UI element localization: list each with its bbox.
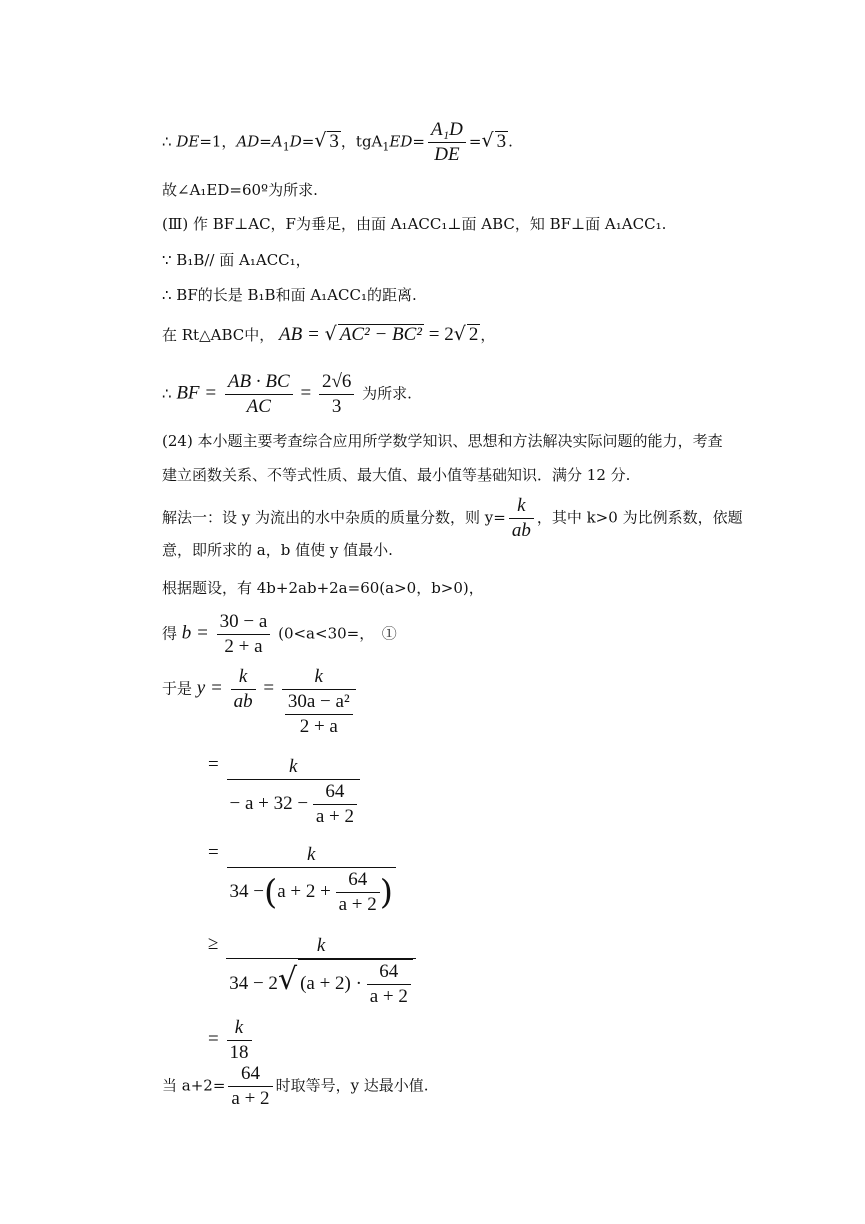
- text: a + 2 +: [277, 880, 331, 902]
- frac-den: [227, 779, 361, 829]
- solution-line-7: [208, 934, 419, 1009]
- text: (a + 2) ·: [300, 972, 362, 994]
- inner-fraction: [336, 868, 380, 917]
- sqrt-3: 3: [329, 130, 339, 152]
- solution-line-1: [162, 494, 743, 543]
- fraction-nested: [226, 934, 416, 1009]
- frac-num: AB · BC: [227, 371, 290, 392]
- p24-line-a: (24) 本小题主要考查综合应用所学数学知识、思想和方法解决实际问题的能力，考查: [162, 432, 723, 450]
- line-2: 故∠A₁ED=60º为所求.: [162, 181, 318, 199]
- therefore-symbol: ∴: [162, 132, 172, 151]
- text: 解法一：设 y 为流出的水中杂质的质量分数，则 y=: [162, 508, 506, 527]
- frac-num: 64: [379, 961, 399, 982]
- text-ab: AB =: [279, 324, 320, 345]
- left-paren: (: [263, 872, 278, 913]
- frac-num: k: [238, 666, 248, 687]
- radicand: [298, 959, 413, 1009]
- inner-fraction: [313, 780, 357, 829]
- frac-den: a + 2: [336, 892, 380, 917]
- frac-den: a + 2: [313, 804, 357, 829]
- frac-num: 64: [240, 1063, 260, 1084]
- text: (0<a<30=， ①: [278, 624, 397, 643]
- inner-fraction: [367, 960, 411, 1009]
- text: ，其中 k>0 为比例系数，依题: [536, 508, 743, 527]
- text-tg: ，tgA: [340, 132, 383, 151]
- text-result: = 2: [428, 324, 454, 345]
- text-eq: =: [208, 1028, 219, 1050]
- frac-den: a + 2: [228, 1086, 272, 1111]
- text-d: D=: [289, 132, 315, 151]
- text: 时取等号，y 达最小值.: [275, 1076, 429, 1095]
- frac-den: [226, 958, 416, 1009]
- frac-num: 64: [348, 869, 368, 890]
- frac-den: 3: [319, 394, 354, 419]
- frac-num: k: [314, 666, 323, 687]
- line-7: [162, 370, 412, 419]
- frac-den: 2 + a: [285, 714, 353, 739]
- fraction-a1d-de: [428, 118, 466, 167]
- frac-num: k: [307, 844, 316, 865]
- fraction-64-a2: [228, 1062, 272, 1111]
- sqrt-sign: √: [453, 323, 466, 345]
- frac-num: 30a − a²: [287, 691, 350, 712]
- text: 于是: [162, 679, 193, 698]
- line-3: (Ⅲ) 作 BF⊥AC，F为垂足，由面 A₁ACC₁⊥面 ABC，知 BF⊥面 A₁ACC₁.: [162, 215, 667, 233]
- solution-line-4: [162, 665, 359, 739]
- text: 当 a+2=: [162, 1076, 226, 1095]
- text: 34 − 2: [229, 972, 278, 994]
- frac-num: 64: [325, 781, 345, 802]
- text: − a + 32 −: [229, 792, 309, 814]
- sqrt-sign: √: [314, 129, 327, 152]
- frac-num: 2√6: [321, 371, 352, 392]
- text-ad: AD=A: [236, 132, 283, 151]
- text-eq: =: [468, 132, 482, 151]
- text-b: b =: [181, 622, 209, 644]
- sqrt-sign: √: [324, 323, 337, 345]
- p24-line-b: 建立函数关系、不等式性质、最大值、最小值等基础知识．满分 12 分.: [162, 466, 631, 484]
- sqrt-sign: √: [277, 961, 298, 997]
- frac-num: k: [517, 495, 526, 516]
- fraction-30a-2a: [217, 610, 271, 659]
- solution-line-9: [162, 1062, 429, 1111]
- text-ge: ≥: [208, 933, 219, 954]
- text: 34 −: [229, 880, 264, 902]
- frac-den: DE: [428, 142, 466, 167]
- line-1: ∴ DE=1，$AD=A_1D=√$ 3 ，tgA$_1$ED= $\frac{\text{A₁D}}{DE}$ =√ 3 .: [162, 119, 513, 165]
- solution-line-2: 根据题设，有 4b+2ab+2a=60(a>0，b>0)，: [162, 579, 484, 597]
- text-dot: .: [508, 132, 513, 151]
- fraction-k-ab: [231, 665, 256, 714]
- frac-num: A₁D: [430, 119, 463, 140]
- text-de: DE: [176, 132, 200, 151]
- therefore-symbol: ∴: [162, 384, 172, 403]
- text-eq: =: [300, 382, 312, 404]
- line-6: [162, 324, 495, 345]
- sqrt-2: 2: [468, 324, 479, 345]
- frac-den: [282, 689, 356, 739]
- frac-den: AC: [225, 394, 293, 419]
- solution-line-3: [162, 610, 397, 659]
- fraction-k-18: [227, 1016, 252, 1065]
- text-ed: ED=: [389, 132, 425, 151]
- text-y: y =: [196, 677, 223, 699]
- frac-num: k: [316, 935, 326, 956]
- frac-den: a + 2: [367, 984, 411, 1009]
- frac-den: [227, 867, 397, 917]
- frac-den: 18: [227, 1040, 252, 1065]
- solution-line-6: [208, 843, 399, 917]
- line-4: ∵ B₁B// 面 A₁ACC₁，: [162, 251, 311, 269]
- fraction-k-ab: [509, 494, 534, 543]
- fraction-ab-bc-ac: [225, 370, 293, 419]
- fraction-2sqrt6-3: [319, 370, 354, 419]
- text-bf: BF =: [176, 382, 218, 404]
- right-paren: ): [379, 872, 394, 913]
- text-comma: ，: [480, 326, 496, 344]
- fraction-nested: [227, 755, 361, 829]
- frac-num: k: [234, 1017, 244, 1038]
- solution-line-8: [208, 1016, 255, 1065]
- inner-fraction: [285, 690, 353, 739]
- line-5: ∴ BF的长是 B₁B和面 A₁ACC₁的距离.: [162, 286, 417, 304]
- frac-den: 2 + a: [217, 634, 271, 659]
- fraction-nested: [282, 665, 356, 739]
- text: 得: [162, 624, 178, 643]
- text-prefix: 在 Rt△ABC中，: [162, 326, 275, 344]
- solution-line-1c: 意，即所求的 a，b 值使 y 值最小.: [162, 541, 393, 559]
- fraction-nested: [227, 843, 397, 917]
- text-suffix: 为所求.: [362, 384, 412, 403]
- solution-line-5: [208, 755, 363, 829]
- text-eq: =: [208, 842, 219, 863]
- sqrt-3b: 3: [496, 130, 507, 152]
- text-eq: =: [263, 677, 275, 699]
- radicand: AC² − BC²: [339, 324, 422, 345]
- text-eq: =: [208, 754, 219, 775]
- frac-den: ab: [509, 518, 534, 543]
- frac-num: k: [289, 756, 298, 777]
- frac-den: ab: [231, 689, 256, 714]
- frac-num: 30 − a: [219, 611, 268, 632]
- text-eq1: =1，: [199, 132, 237, 151]
- sqrt-sign: √: [481, 129, 494, 152]
